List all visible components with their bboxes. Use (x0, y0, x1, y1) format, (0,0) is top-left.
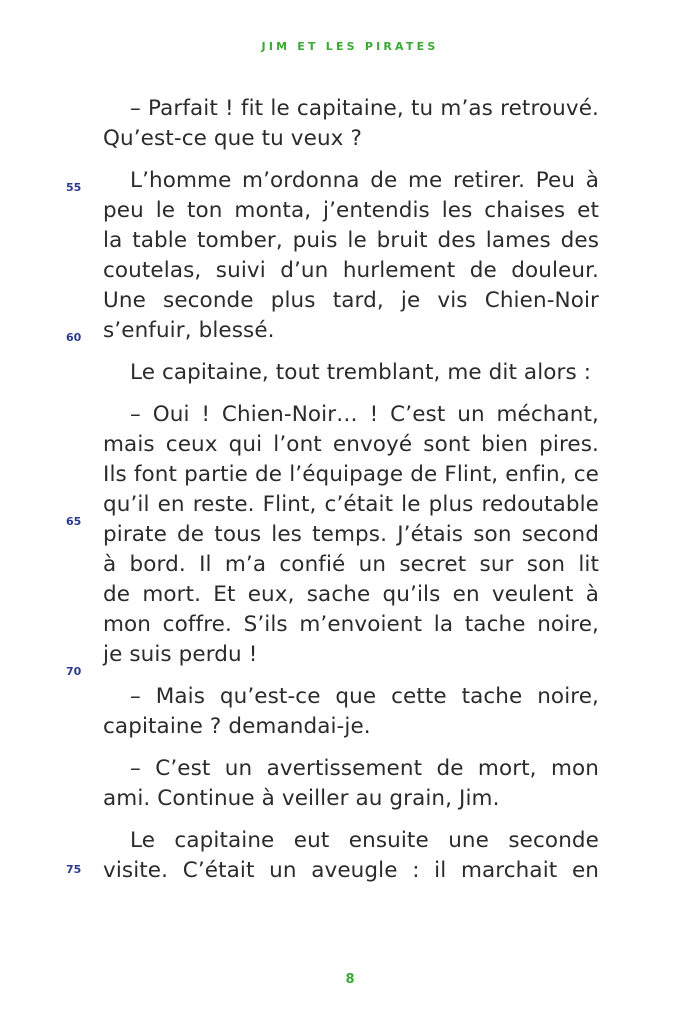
text-line: de mort. Et eux, sache qu’ils en veulent à (103, 582, 599, 607)
text-line: mon coffre. S’ils m’envoient la tache noire, (103, 612, 599, 637)
text-line: visite. C’était un aveugle : il marchait en (103, 858, 599, 883)
text-line: Une seconde plus tard, je vis Chien-Noir (103, 288, 599, 313)
line-number-60: 60 (66, 331, 82, 344)
text-line: à bord. Il m’a confié un secret sur son lit (103, 552, 599, 577)
line-number-75: 75 (66, 863, 82, 876)
paragraph (103, 358, 599, 388)
text-line: Le capitaine, tout tremblant, me dit alors : (130, 360, 592, 385)
text-line: mais ceux qui l’ont envoyé sont bien pires. (103, 432, 599, 457)
line-number-65: 65 (66, 515, 82, 528)
line-number-55: 55 (66, 181, 82, 194)
text-line: Le capitaine eut ensuite une seconde (130, 828, 599, 853)
paragraph (103, 166, 599, 346)
text-line: Ils font partie de l’équipage de Flint, enfin, ce (103, 462, 599, 487)
body-text (103, 94, 599, 898)
running-title: JIM ET LES PIRATES (261, 40, 439, 53)
text-line: pirate de tous les temps. J’étais son second (103, 522, 599, 547)
paragraph (103, 682, 599, 742)
text-line: – Parfait ! fit le capitaine, tu m’as retrouvé. (130, 96, 599, 121)
text-line: L’homme m’ordonna de me retirer. Peu à (130, 168, 599, 193)
paragraph (103, 826, 599, 886)
text-line: – Oui ! Chien-Noir… ! C’est un méchant, (130, 402, 599, 427)
text-line: capitaine ? demandai-je. (103, 714, 371, 739)
text-line: qu’il en reste. Flint, c’était le plus redoutable (103, 492, 599, 517)
text-line: Qu’est-ce que tu veux ? (103, 126, 362, 151)
text-line: coutelas, suivi d’un hurlement de douleur. (103, 258, 599, 283)
text-line: peu le ton monta, j’entendis les chaises et (103, 198, 599, 223)
paragraph (103, 94, 599, 154)
line-number-70: 70 (66, 665, 82, 678)
text-line: je suis perdu ! (103, 642, 258, 667)
text-line: ami. Continue à veiller au grain, Jim. (103, 786, 500, 811)
paragraph (103, 754, 599, 814)
page-number: 8 (345, 972, 355, 987)
text-line: la table tomber, puis le bruit des lames des (103, 228, 599, 253)
text-line: – C’est un avertissement de mort, mon (130, 756, 599, 781)
paragraph (103, 400, 599, 670)
text-line: – Mais qu’est-ce que cette tache noire, (130, 684, 599, 709)
text-line: s’enfuir, blessé. (103, 318, 275, 343)
